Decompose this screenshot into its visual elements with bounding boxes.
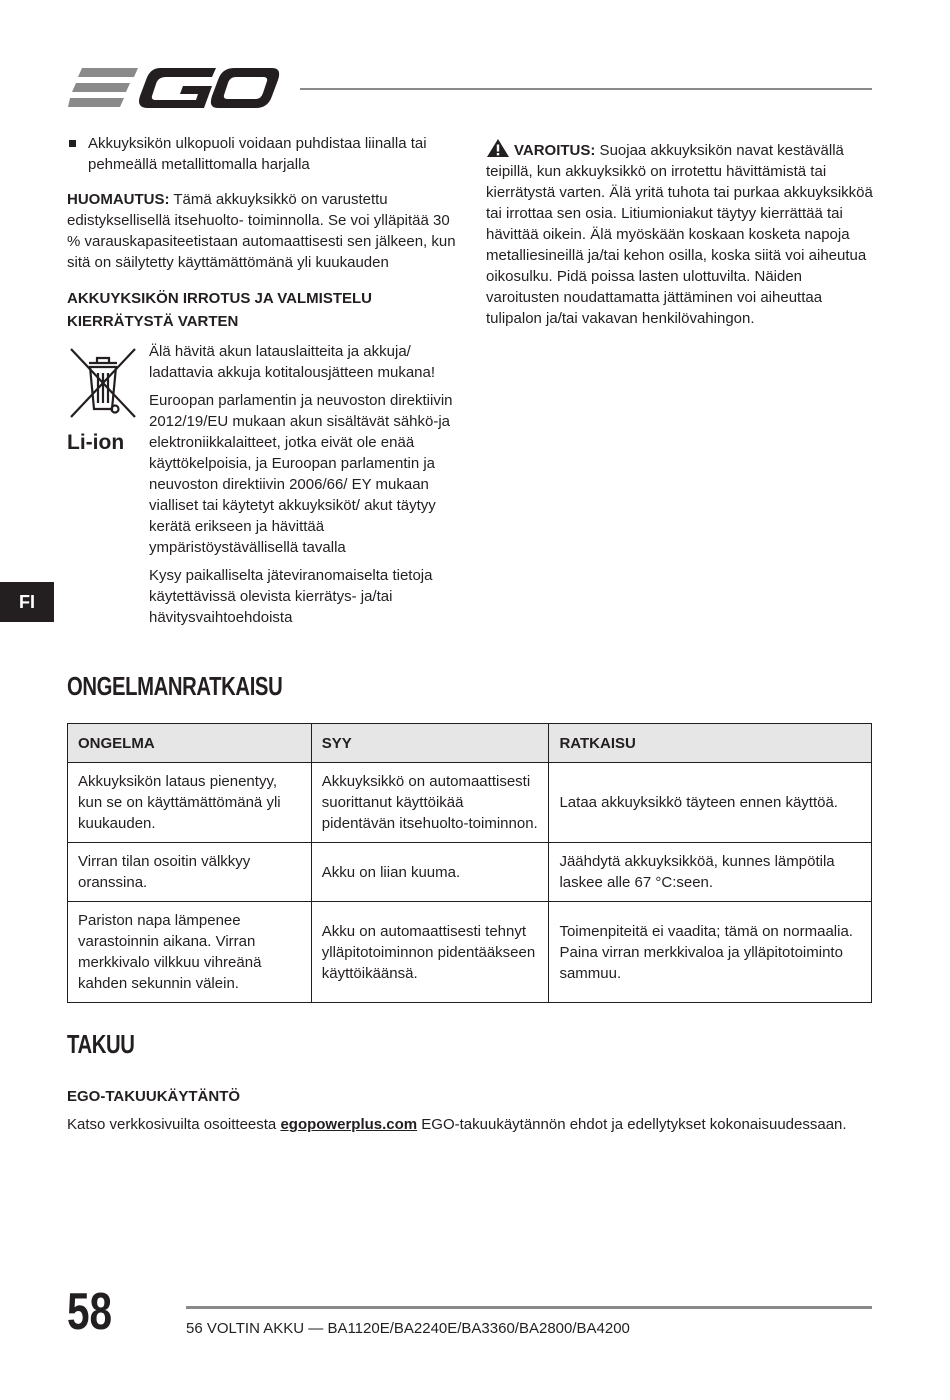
column-header: RATKAISU xyxy=(549,724,872,763)
language-tab: FI xyxy=(0,582,54,622)
table-cell: Lataa akkuyksikkö täyteen ennen käyttöä. xyxy=(549,763,872,843)
table-row xyxy=(68,902,872,1003)
recycling-paragraph-3: Kysy paikalliselta jäteviranomaiselta tietoja käytettävissä olevista kierrätys- ja/tai hävitysvaihtoehdoista xyxy=(149,567,433,626)
footer-rule xyxy=(186,1306,872,1309)
header-rule xyxy=(300,88,872,90)
recycling-text xyxy=(149,341,457,628)
table-cell: Jäähdytä akkuyksikköä, kunnes lämpötila laskee alle 67 °C:seen. xyxy=(549,843,872,902)
recycling-heading: AKKUYKSIKÖN IRROTUS JA VALMISTELU KIERRÄTYSTÄ VARTEN xyxy=(67,290,373,330)
note-text: Tämä akkuyksikkö on varustettu edistyksellisellä itsehuolto- toiminnolla. Se voi ylläpitää 30 % varauskapasiteetistaan automaattisesti sen jälkeen, kun sitä on säilytetty käyttämättömänä yli kuukauden xyxy=(67,191,456,271)
table-row xyxy=(68,843,872,902)
recycling-paragraph-2: Euroopan parlamentin ja neuvoston direktiivin 2012/19/EU mukaan akun sisältävät sähkö-ja elektroniikkalaitteet, jotka eivät ole enää käyttökelpoisia, ja Euroopan parlamentin ja neuvoston direktiivin 2006/66/ EY mukaan vialliset tai käytetyt akkuyksiköt/ akut täytyy kerätä erikseen ja hävittää ympäristöystävällisellä tavalla xyxy=(149,392,453,556)
warranty-text-before: Katso verkkosivuilta osoitteesta xyxy=(67,1116,281,1133)
page-number: 58 xyxy=(67,1283,113,1341)
warranty-text xyxy=(67,1114,887,1135)
li-ion-label: Li-ion xyxy=(67,431,125,454)
table-cell: Akku on automaattisesti tehnyt ylläpitotoiminnon pidentääkseen käyttöikäänsä. xyxy=(311,902,549,1003)
note-paragraph xyxy=(67,189,457,273)
warranty-text-after: EGO-takuukäytännön ehdot ja edellytykset kokonaisuudessaan. xyxy=(417,1116,847,1133)
recycling-block xyxy=(67,341,457,628)
troubleshooting-table-wrap xyxy=(67,723,872,1003)
table-cell: Toimenpiteitä ei vaadita; tämä on normaalia. Paina virran merkkivaloa ja ylläpitotoiminto sammuu. xyxy=(549,902,872,1003)
table-cell: Virran tilan osoitin välkkyy oranssina. xyxy=(68,843,312,902)
warning-triangle-icon xyxy=(486,138,510,158)
ego-logo xyxy=(68,64,280,112)
table-cell: Akkuyksikkö on automaattisesti suorittanut käyttöikää pidentävän itsehuolto-toiminnon. xyxy=(311,763,549,843)
recycling-paragraph-1: Älä hävitä akun latauslaitteita ja akkuja/ ladattavia akkuja kotitalousjätteen mukana! xyxy=(149,343,436,381)
cleaning-instruction: Akkuyksikön ulkopuoli voidaan puhdistaa liinalla tai pehmeällä metallittomalla harjalla xyxy=(88,135,427,173)
list-item xyxy=(67,133,457,175)
table-header-row xyxy=(68,724,872,763)
warranty-subheading: EGO-TAKUUKÄYTÄNTÖ xyxy=(67,1088,241,1105)
troubleshooting-title: ONGELMANRATKAISU xyxy=(67,671,283,701)
warning-text: Suojaa akkuyksikön navat kestävällä teipillä, kun akkuyksikkö on irrotettu hävittämistä tai kierrätystä varten. Älä yritä tuhota tai purkaa akkuyksikköä tai irrottaa sen osia. Litiumioniakut täytyy kierrättää tai hävittää oikein. Älä myöskään koskaan kosketa napoja metalliesineillä ja/tai kehon osilla, koska siitä voi aiheutua oikosulku. Pidä poissa lasten ulottuvilta. Näiden varoitusten noudattamatta jättäminen voi aiheuttaa tulipalon ja/tai vakavan henkilövahingon. xyxy=(486,142,873,327)
warning-paragraph xyxy=(486,138,876,329)
footer-product: 56 VOLTIN AKKU — BA1120E/BA2240E/BA3360/BA2800/BA4200 xyxy=(186,1320,630,1337)
left-column xyxy=(67,133,457,635)
warranty-title: TAKUU xyxy=(67,1029,135,1059)
warranty-link[interactable]: egopowerplus.com xyxy=(280,1116,418,1133)
crossed-bin-icon xyxy=(67,343,139,453)
right-column xyxy=(486,138,876,329)
table-row xyxy=(68,763,872,843)
table-cell: Pariston napa lämpenee varastoinnin aikana. Virran merkkivalo vilkkuu vihreänä kahden sekunnin välein. xyxy=(68,902,312,1003)
column-header: SYY xyxy=(311,724,549,763)
troubleshooting-table xyxy=(67,723,872,1003)
table-cell: Akkuyksikön lataus pienentyy, kun se on käyttämättömänä yli kuukauden. xyxy=(68,763,312,843)
table-cell: Akku on liian kuuma. xyxy=(311,843,549,902)
weee-bin-icon xyxy=(67,343,139,423)
column-header: ONGELMA xyxy=(68,724,312,763)
warning-label: VAROITUS: xyxy=(514,142,596,159)
bullet-icon xyxy=(69,140,76,147)
note-label: HUOMAUTUS: xyxy=(67,191,170,208)
